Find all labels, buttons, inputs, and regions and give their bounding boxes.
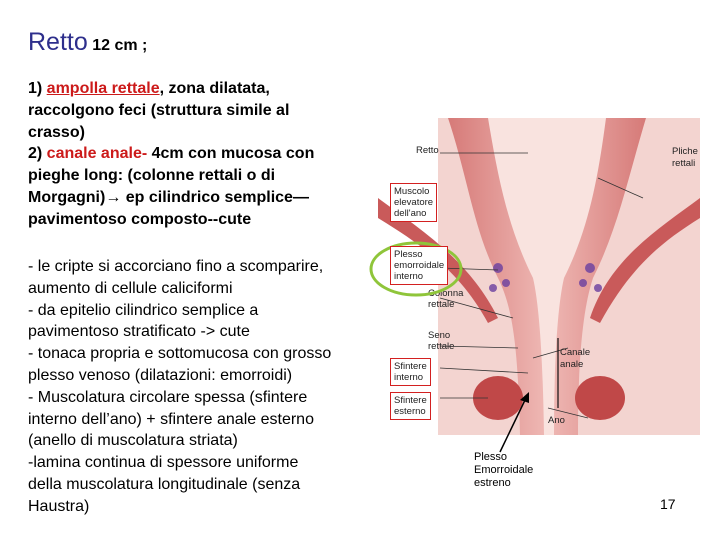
page-number: 17 (660, 496, 676, 512)
external-sphincter-right (575, 376, 625, 420)
label-seno-2: rettale (428, 341, 455, 352)
label-sfintere-interno: Sfintere interno (390, 358, 431, 386)
slide-title (28, 28, 147, 57)
label-ano: Ano (548, 415, 565, 426)
label-pliche-1: Pliche (672, 146, 698, 157)
title-main: Retto (28, 28, 88, 56)
plesso-emorroidale-annotation: Plesso Emorroidale estreno (474, 451, 534, 489)
label-plesso-emorroidale-interno: Plesso emorroidale interno (390, 246, 448, 285)
arrow-icon: → (105, 188, 122, 206)
label-colonna-2: rettale (428, 299, 455, 310)
annotation-arrow (496, 390, 536, 456)
canale-anale-term: canale anale- (46, 145, 148, 163)
label-retto: Retto (416, 145, 439, 156)
label-colonna-1: Colonna (428, 288, 464, 299)
ampolla-rettale-term: ampolla rettale (46, 80, 160, 97)
label-canale-1: Canale (560, 347, 591, 358)
anal-canal-details-text: - le cripte si accorciano fino a scomparire, aumento di cellule caliciformi - da epitelio cilindrico semplice a pavimentoso stratificato -> cute - tonaca propria e sottomucosa con grosso plesso venoso (dilatazioni: emorroidi) - Muscolatura circolare spessa (sfintere interno dell’ano) + sfintere anale esterno (anello di muscolatura striata) -lamina continua di spessore uniforme della muscolatura longitudinale (senza Haustra) (28, 258, 332, 515)
label-sfintere-esterno: Sfintere esterno (390, 392, 431, 420)
label-muscolo-elevatore: Muscolo elevatore dell'ano (390, 183, 437, 222)
label-seno-1: Seno (428, 330, 451, 341)
rectum-sections-text: 1) ampolla rettale, zona dilatata, raccolgono feci (struttura simile al crasso) 2) canale anale- 4cm con mucosa con pieghe long: (colonne rettali o di Morgagni)→ ep cilindrico semplice— pavimentoso composto--cute (28, 80, 315, 228)
label-canale-2: anale (560, 359, 584, 370)
title-suffix: 12 cm ; (92, 37, 148, 54)
label-pliche-2: rettali (672, 158, 696, 169)
